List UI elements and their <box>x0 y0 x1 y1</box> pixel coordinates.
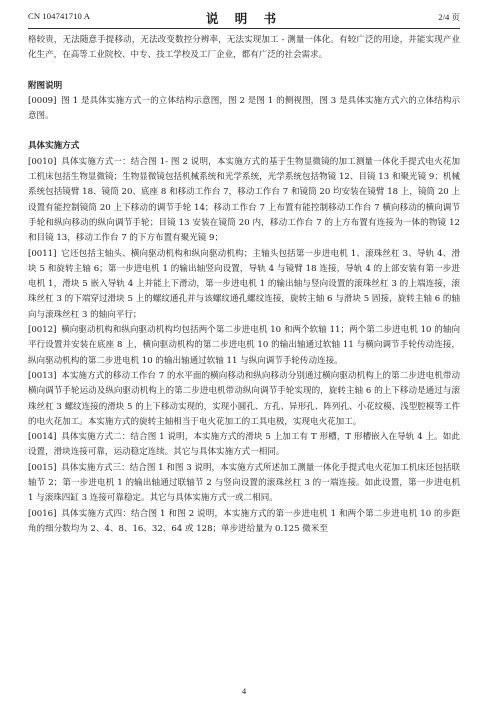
paragraph-0011 <box>28 247 460 323</box>
paragraph-text: 本实施方式的移动工作台 7 的水平面的横向移动和纵向移动分别通过横向驱动机构上的第二步进电机带动横向调节手轮运动及纵向驱动机构上的第二步进电机带动纵向调节手轮实现的，旋转主轴 6 的上下移动是通过与滚珠丝杠 3 螺纹连接的滑块 5 的上下移动实现的，实现小圆孔、方孔、异形孔、阵列孔、小花纹模、浅型腔模等工件的电火花加工。本实施方式的旋转主轴相当于电火花加工的工具电极，实现电火花加工。 <box>28 370 461 427</box>
paragraph-text: 图 1 是具体实施方式一的立体结构示意图，图 2 是图 1 的侧视图，图 3 是具体实施方式六的立体结构示意图。 <box>28 95 461 122</box>
paragraph-text: 具体实施方式一：结合图 1- 图 2 说明，本实施方式的基于生物显微镜的加工测量一体化手提式电火花加工机床包括生物显微镜；生物显微镜包括机械系统和光学系统，光学系统包括物镜 12、目镜 13 和聚光镜 9；机械系统包括镜臂 18、镜筒 20、底座 8 和移动工作台 7，移动工作台 7 和镜筒 20 均安装在镜臂 18 上，镜筒 20 上设置有能控制镜筒 20 上下移动的调节手轮 14；移动工作台 7 上布置有能控制移动工作台 7 横向移动的横向调节手轮和纵向移动的纵向调节手轮；目镜 13 安装在镜筒 20 内，移动工作台 7 的上方布置有连接为一体的物镜 12 和目镜 13，移动工作台 7 的下方布置有聚光镜 9； <box>28 156 461 244</box>
document-title: 说 明 书 <box>205 11 283 26</box>
paragraph-0013 <box>28 369 460 430</box>
paragraph-tag: [0009] <box>28 95 57 106</box>
paragraph-tag: [0010] <box>28 156 57 167</box>
paragraph-text: 具体实施方式四：结合图 1 和图 2 说明，本实施方式的第一步进电机 1 和两个第二步进电机 10 的步距角的细分数均为 2、4、8、16、32、64 或 128；单步进给量为 0.125 微米至 <box>28 508 461 534</box>
paragraph-0014 <box>28 430 460 461</box>
paragraph-text: 具体实施方式二：结合图 1 说明，本实施方式的滑块 5 上加工有 T 形槽，T 形槽嵌入在导轨 4 上。如此设置，滑块连接可靠，运动稳定连续。其它与具体实施方式一相同。 <box>28 432 461 458</box>
document-body <box>28 33 460 537</box>
paragraph-text: 横向驱动机构和纵向驱动机构均包括两个第二步进电机 10 和两个软轴 11；两个第二步进电机 10 的轴向平行设置并安装在底座 8 上，横向驱动机构的第二步进电机 10 的输出轴通过软轴 11 与横向调节手轮传动连接，纵向驱动机构的第二步进电机 10 的输出轴通过软轴 11 与纵向调节手轮传动连接。 <box>28 325 460 366</box>
paragraph-text: 它还包括主轴头、横向驱动机构和纵向驱动机构；主轴头包括第一步进电机 1、滚珠丝杠 3、导轨 4、滑块 5 和旋转主轴 6；第一步进电机 1 的输出轴竖向设置，导轨 4 与镜臂 18 连接，导轨 4 的上部安装有第一步进电机 1，滑块 5 嵌入导轨 4 上并能上下滑动，第一步进电机 1 的输出轴与竖向设置的滚珠丝杠 3 的上端连接，滚珠丝杠 3 的下端穿过滑块 5 上的螺纹通孔并与该螺纹通孔螺纹连接，旋转主轴 6 与滑块 5 固接，旋转主轴 6 的轴向与滚珠丝杠 3 的轴向平行； <box>28 248 460 320</box>
paragraph-tag: [0016] <box>28 508 57 519</box>
page-count: 2/4 页 <box>438 12 460 22</box>
page-number: 4 <box>241 686 247 696</box>
page-header <box>28 10 460 26</box>
paragraph-tag: [0014] <box>28 432 57 443</box>
paragraph-0015 <box>28 461 460 507</box>
embodiments-heading: 具体实施方式 <box>28 141 80 152</box>
paragraph-0016 <box>28 507 460 538</box>
paragraph-tag: [0012] <box>28 325 57 336</box>
paragraph-0009 <box>28 94 460 125</box>
drawings-heading: 附图说明 <box>28 80 63 91</box>
paragraph-tag: [0015] <box>28 462 57 473</box>
paragraph-0010 <box>28 155 460 247</box>
section-gap <box>28 124 460 139</box>
header-rule <box>28 28 460 29</box>
paragraph-tag: [0013] <box>28 370 57 381</box>
publication-number: CN 104741710 A <box>28 11 91 21</box>
intro-paragraph: 格较贵，无法随意手提移动，无法改变数控分辨率，无法实现加工 - 测量一体化。有较广泛的用途，并能实现产业化生产，在高等工业院校、中专、技工学校及工厂企业，都有广泛的社会需求。 <box>28 35 460 61</box>
paragraph-tag: [0011] <box>28 248 57 259</box>
section-gap <box>28 64 460 79</box>
paragraph-0012 <box>28 323 460 369</box>
paragraph-text: 具体实施方式三：结合图 1 和图 3 说明，本实施方式所述加工测量一体化手提式电火花加工机床还包括联轴节 2；第一步进电机 1 的输出轴通过联轴节 2 与竖向设置的滚珠丝杠 3 的一端连接。如此设置，第一步进电机 1 与滚珠四缸 3 连接可靠稳定。其它与具体实施方式一或二相同。 <box>28 462 461 504</box>
